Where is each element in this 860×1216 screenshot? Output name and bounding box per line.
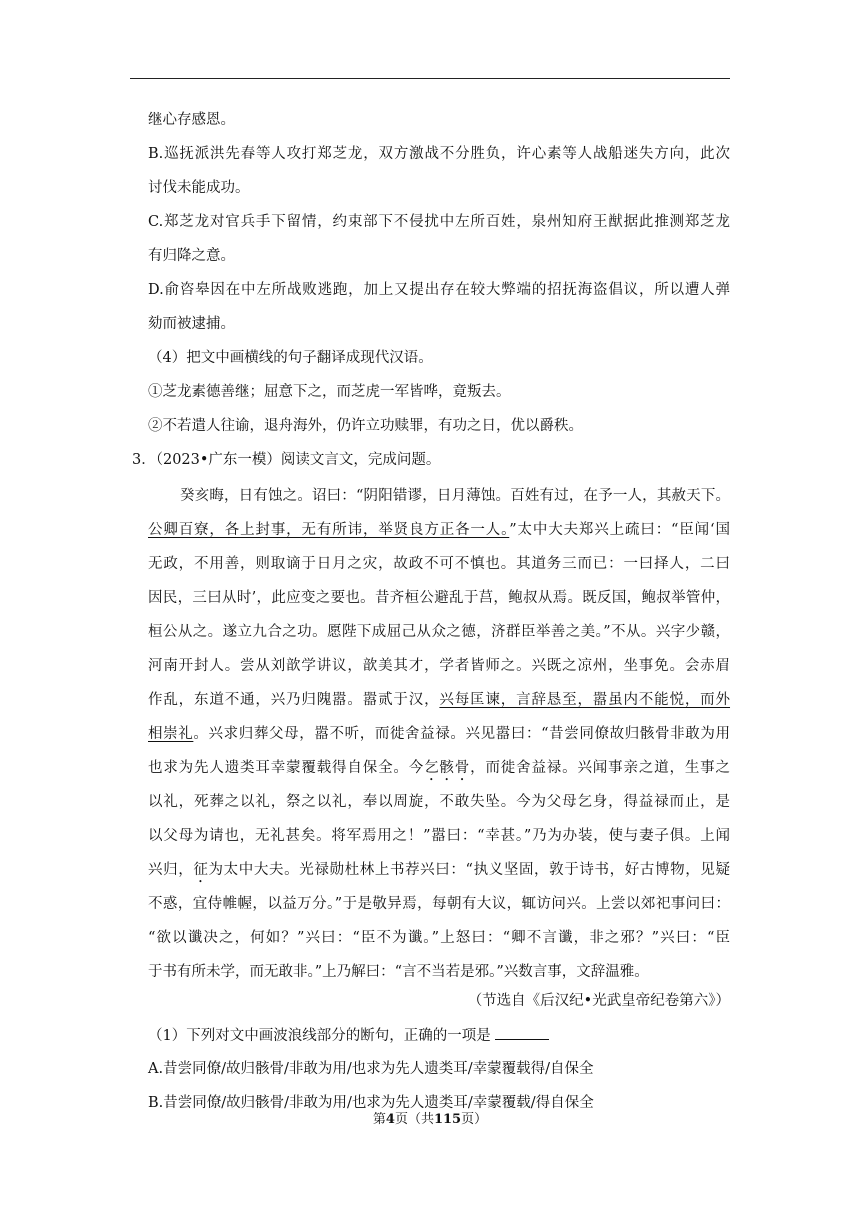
underlined-sentence: 相崇礼 — [148, 726, 194, 742]
text-line: 劾而被逮捕。 — [148, 316, 235, 332]
wavy-underlined-text: 昔尝同僚故归骸骨非敢为用 — [548, 726, 731, 742]
passage-line: 也求为先人遗类耳幸蒙覆载得自保全。今乞骸骨，而徙舍益禄。兴闻事亲之道，生事之 — [148, 760, 731, 776]
passage-line: 公卿百寮，各上封事，无有所讳，举贤良方正各一人。”太中大夫郑兴上疏曰：“臣闻‘国 — [148, 522, 730, 538]
passage-line: 桓公从之。遂立九合之功。愿陛下成屈己从众之德，济群臣举善之美。”不从。兴字少赣， — [148, 624, 730, 640]
passage-line: 河南开封人。尝从刘歆学讲议，歆美其才，学者皆师之。兴既之凉州，坐事免。会赤眉 — [148, 658, 730, 674]
underlined-sentence: 兴每匡谏，言辞恳至，嚣虽内不能悦，而外 — [439, 692, 731, 708]
dotted-word: 乞骸骨 — [424, 760, 471, 776]
text-line: 继心存感恩。 — [148, 112, 235, 128]
passage-line: 以礼，死葬之以礼，祭之以礼，奉以周旋，不敢失坠。今为父母乞身，得益禄而止，是 — [148, 794, 730, 810]
option-d-line: D.俞咨皋因在中左所战败逃跑，加上又提出存在较大弊端的招抚海盗倡议，所以遭人弹 — [148, 282, 730, 298]
passage-line: 因民，三曰从时’，此应变之要也。昔齐桓公避乱于莒，鲍叔从焉。既反国，鲍叔举管仲， — [148, 590, 730, 606]
header-rule — [130, 78, 730, 79]
passage-line: 癸亥晦，日有蚀之。诏曰：“阴阳错谬，日月薄蚀。百姓有过，在予一人，其赦天下。 — [180, 488, 730, 504]
option-c-line: C.郑芝龙对官兵手下留情，约束部下不侵扰中左所百姓，泉州知府王猷据此推测郑芝龙 — [148, 214, 730, 230]
question-4: （4）把文中画横线的句子翻译成现代汉语。 — [148, 350, 433, 366]
passage-line: 无政，不用善，则取谪于日月之灾，故政不可不慎也。其道务三而已：一曰择人，二曰 — [148, 556, 730, 572]
wavy-underlined-text: 也求为先人遗类耳幸蒙覆载得自保全 — [148, 760, 394, 776]
passage-line: 不惑，宜侍帷幄，以益万分。”于是敬异焉，每朝有大议，辄访问兴。上尝以郊祀事问曰： — [148, 896, 730, 912]
passage-line: 于书有所未学，而无敢非。”上乃解曰：“言不当若是邪。”兴数言事，文辞温雅。 — [148, 964, 649, 980]
question-3-header: 3．（2023•广东一模）阅读文言文，完成问题。 — [132, 452, 441, 468]
passage-source: （节选自《后汉纪•光武皇帝纪卷第六》） — [467, 993, 730, 1009]
option-a: A.昔尝同僚/故归骸骨/非敢为用/也求为先人遗类耳/幸蒙覆载得/自保全 — [148, 1061, 594, 1077]
option-b-line: B.巡抚派洪先春等人攻打郑芝龙，双方激战不分胜负，许心素等人战船迷失方向，此次 — [148, 146, 730, 162]
translate-item-1: ①芝龙素德善继；屈意下之，而芝虎一军皆哗，竟叛去。 — [148, 384, 511, 400]
answer-blank — [495, 1025, 549, 1040]
text-line: 有归降之意。 — [148, 248, 235, 264]
dotted-word: 征 — [193, 862, 209, 878]
passage-line: 作乱，东道不通，兴乃归隗嚣。嚣贰于汉，兴每匡谏，言辞恳至，嚣虽内不能悦，而外 — [148, 692, 731, 708]
translate-item-2: ②不若遣人往谕，退舟海外，仍许立功赎罪，有功之日，优以爵秩。 — [148, 418, 583, 434]
text-line: 讨伐未能成功。 — [148, 180, 250, 196]
question-3-1: （1）下列对文中画波浪线部分的断句，正确的一项是 — [148, 1025, 549, 1046]
passage-line: 相崇礼。兴求归葬父母，嚣不听，而徙舍益禄。兴见嚣曰：“昔尝同僚故归骸骨非敢为用 — [148, 726, 731, 742]
passage-line: 兴归，征为太中大夫。光禄勋杜林上书荐兴曰：“执义坚固，敦于诗书，好古博物，见疑 — [148, 862, 731, 878]
passage-line: “欲以谶决之，何如？”兴曰：“臣不为谶。”上怒曰：“卿不言谶，非之邪？”兴曰：“臣 — [148, 930, 730, 946]
option-b: B.昔尝同僚/故归骸骨/非敢为用/也求为先人遗类耳/幸蒙覆载/得自保全 — [148, 1095, 594, 1111]
underlined-sentence: 公卿百寮，各上封事，无有所讳，举贤良方正各一人。 — [148, 522, 510, 538]
total-pages: 115 — [433, 1112, 462, 1127]
page-number: 4 — [385, 1112, 395, 1127]
page-footer: 第4页（共115页） — [372, 1112, 488, 1127]
passage-line: 以父母为请也，无礼甚矣。将军焉用之！”嚣曰：“幸甚。”乃为办装，使与妻子俱。上闻 — [148, 828, 730, 844]
